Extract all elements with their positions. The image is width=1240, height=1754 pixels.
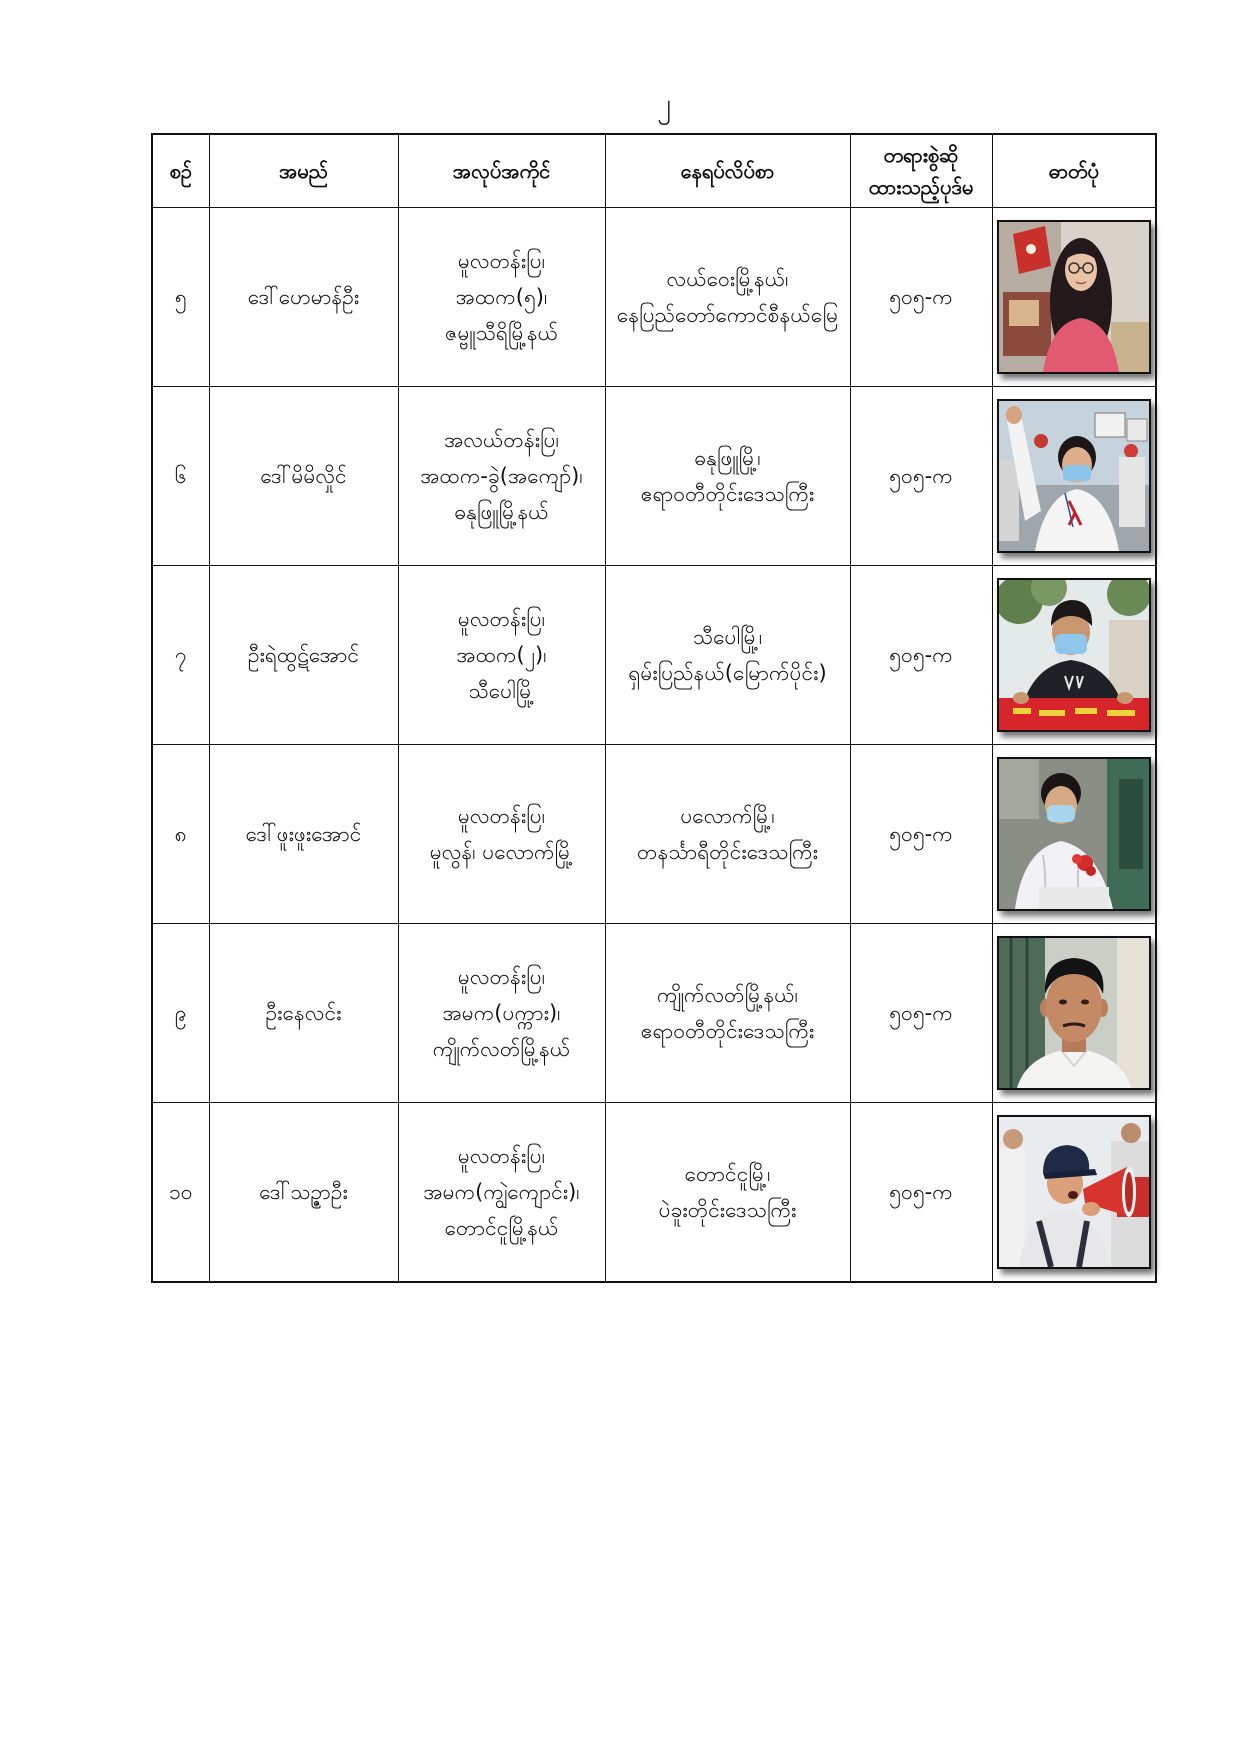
penal-section: ၅၀၅-က (889, 464, 953, 488)
section-cell (850, 208, 992, 387)
photo-cell (992, 745, 1156, 924)
table-row (152, 924, 1156, 1103)
photo-cell (992, 566, 1156, 745)
portrait-photo (997, 936, 1151, 1090)
penal-section: ၅၀၅-က (889, 1001, 953, 1025)
address-line: ဧရာဝတီတိုင်းဒေသကြီး (640, 1019, 815, 1043)
header-section (850, 134, 992, 208)
address-line: တောင်ငူမြို့၊ (684, 1162, 771, 1186)
name-cell (209, 745, 398, 924)
occupation-cell (398, 745, 605, 924)
photo-cell (992, 924, 1156, 1103)
penal-section: ၅၀၅-က (889, 285, 953, 309)
penal-section: ၅၀၅-က (889, 643, 953, 667)
portrait-image (999, 401, 1149, 551)
header-name: အမည် (209, 134, 398, 208)
portrait-photo (997, 399, 1151, 553)
header-section-line: ထားသည့်ပုဒ်မ (868, 175, 974, 199)
occupation-line: အမက(ပက္ကား)၊ (442, 1001, 561, 1025)
occupation-cell (398, 387, 605, 566)
address-line: ဧရာဝတီတိုင်းဒေသကြီး (640, 482, 815, 506)
portrait-photo (997, 757, 1151, 911)
header-occupation: အလုပ်အကိုင် (398, 134, 605, 208)
serial-cell (152, 566, 209, 745)
portrait-image (999, 938, 1149, 1088)
portrait-photo (997, 578, 1151, 732)
serial-number: ၆ (174, 464, 187, 488)
photo-cell (992, 1103, 1156, 1283)
occupation-line: အထက-ခွဲ(အကျော်)၊ (420, 464, 583, 488)
occupation-line: မူလတန်းပြ၊ (457, 804, 546, 828)
name-cell (209, 924, 398, 1103)
occupation-line: သီပေါမြို့ (468, 679, 535, 703)
penal-section: ၅၀၅-က (889, 1180, 953, 1204)
occupation-line: တောင်ငူမြို့နယ် (444, 1216, 559, 1240)
serial-cell (152, 745, 209, 924)
address-line: ပလောက်မြို့၊ (680, 804, 775, 828)
serial-number: ၈ (174, 822, 187, 846)
table-row (152, 208, 1156, 387)
serial-number: ၁၀ (168, 1180, 193, 1204)
portrait-photo (997, 220, 1151, 374)
occupation-line: အလယ်တန်းပြ၊ (444, 428, 559, 452)
header-address: နေရပ်လိပ်စာ (605, 134, 850, 208)
address-cell (605, 745, 850, 924)
occupation-cell (398, 208, 605, 387)
serial-number: ၉ (174, 1001, 187, 1025)
occupation-line: အမက(ကျွဲကျောင်း)၊ (423, 1180, 580, 1204)
occupation-cell (398, 924, 605, 1103)
detainee-table (151, 133, 1157, 1283)
person-name: ဒေါ်သဥ္ဇာဦး (259, 1180, 348, 1204)
name-cell (209, 1103, 398, 1283)
address-line: ကျိုက်လတ်မြို့နယ်၊ (657, 983, 798, 1007)
occupation-line: ဓနုဖြူမြို့နယ် (454, 500, 549, 524)
section-cell (850, 566, 992, 745)
serial-cell (152, 1103, 209, 1283)
occupation-cell (398, 566, 605, 745)
address-line: ပဲခူးတိုင်းဒေသကြီး (658, 1198, 797, 1222)
address-line: ရှမ်းပြည်နယ်(မြောက်ပိုင်း) (628, 661, 827, 685)
address-cell (605, 387, 850, 566)
header-section-line: တရားစွဲဆို (883, 143, 959, 167)
address-cell (605, 208, 850, 387)
address-line: ဓနုဖြူမြို့၊ (694, 446, 761, 470)
occupation-line: မူလွန်၊ ပလောက်မြို့ (429, 840, 574, 864)
penal-section: ၅၀၅-က (889, 822, 953, 846)
table-row (152, 745, 1156, 924)
occupation-cell (398, 1103, 605, 1283)
occupation-line: မူလတန်းပြ၊ (457, 607, 546, 631)
address-cell (605, 1103, 850, 1283)
person-name: ဒေါ်ဟေမာန်ဦး (247, 285, 360, 309)
name-cell (209, 566, 398, 745)
section-cell (850, 745, 992, 924)
section-cell (850, 387, 992, 566)
serial-cell (152, 208, 209, 387)
address-cell (605, 566, 850, 745)
portrait-image (999, 1117, 1149, 1267)
serial-number: ၅ (174, 285, 187, 309)
occupation-line: အထက(၂)၊ (456, 643, 547, 667)
person-name: ဒေါ်မိမိလှိုင် (260, 464, 347, 488)
portrait-image (999, 759, 1149, 909)
photo-cell (992, 208, 1156, 387)
header-photo: ဓာတ်ပုံ (992, 134, 1156, 208)
portrait-photo (997, 1115, 1151, 1269)
occupation-line: ဇမ္ဗူသီရိမြို့နယ် (445, 321, 558, 345)
occupation-line: ကျိုက်လတ်မြို့နယ် (432, 1037, 571, 1061)
table-row (152, 387, 1156, 566)
table-row (152, 1103, 1156, 1283)
header-serial: စဉ် (152, 134, 209, 208)
occupation-line: အထက(၅)၊ (455, 285, 548, 309)
name-cell (209, 208, 398, 387)
person-name: ဒေါ်ဖူးဖူးအောင် (245, 822, 362, 846)
header-row (152, 134, 1156, 208)
portrait-image (999, 580, 1149, 730)
person-name: ဦးနေလင်း (265, 1001, 342, 1025)
table-row (152, 566, 1156, 745)
photo-cell (992, 387, 1156, 566)
address-line: လယ်ဝေးမြို့နယ်၊ (666, 267, 789, 291)
serial-number: ၇ (174, 643, 187, 667)
occupation-line: မူလတန်းပြ၊ (457, 965, 546, 989)
serial-cell (152, 924, 209, 1103)
page-number: ၂ (657, 87, 671, 120)
address-cell (605, 924, 850, 1103)
name-cell (209, 387, 398, 566)
occupation-line: မူလတန်းပြ၊ (457, 1144, 546, 1168)
section-cell (850, 1103, 992, 1283)
person-name: ဦးရဲထွဋ်အောင် (247, 643, 360, 667)
serial-cell (152, 387, 209, 566)
portrait-image (999, 222, 1149, 372)
occupation-line: မူလတန်းပြ၊ (457, 249, 546, 273)
address-line: နေပြည်တော်ကောင်စီနယ်မြေ (616, 303, 839, 327)
section-cell (850, 924, 992, 1103)
address-line: သီပေါမြို့၊ (692, 625, 763, 649)
address-line: တနင်္သာရီတိုင်းဒေသကြီး (637, 840, 818, 864)
